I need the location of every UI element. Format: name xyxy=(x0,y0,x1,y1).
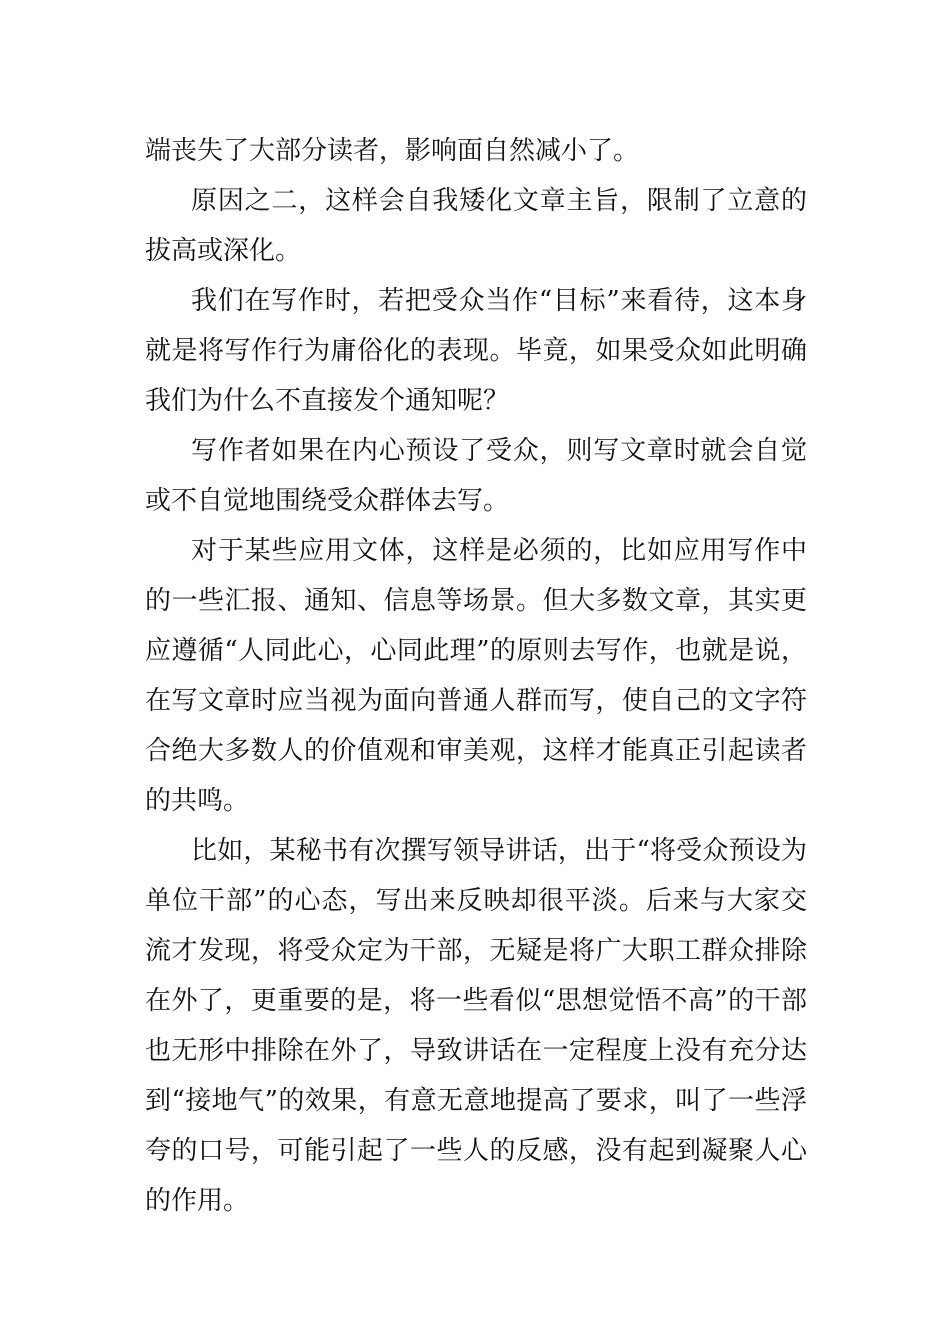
paragraph-reason-two: 原因之二，这样会自我矮化文章主旨，限制了立意的拔高或深化。 xyxy=(145,186,807,266)
paragraph-target-audience: 我们在写作时，若把受众当作“目标”来看待，这本身就是将写作行为庸俗化的表现。毕竟，如果受众如此明确我们为什么不直接发个通知呢？ xyxy=(145,286,807,416)
document-body xyxy=(145,126,807,1226)
paragraph-applied-writing: 对于某些应用文体，这样是必须的，比如应用写作中的一些汇报、通知、信息等场景。但大多数文章，其实更应遵循“人同此心，心同此理”的原则去写作，也就是说，在写文章时应当视为面向普通人群而写，使自己的文字符合绝大多数人的价值观和审美观，这样才能真正引起读者的共鸣。 xyxy=(145,536,807,816)
paragraph-example-secretary: 比如，某秘书有次撰写领导讲话，出于“将受众预设为单位干部”的心态，写出来反映却很平淡。后来与大家交流才发现，将受众定为干部，无疑是将广大职工群众排除在外了，更重要的是，将一些看似“思想觉悟不高”的干部也无形中排除在外了，导致讲话在一定程度上没有充分达到“接地气”的效果，有意无意地提高了要求，叫了一些浮夸的口号，可能引起了一些人的反感，没有起到凝聚人心的作用。 xyxy=(145,836,807,1216)
paragraph-continuation: 端丧失了大部分读者，影响面自然减小了。 xyxy=(145,136,640,166)
paragraph-preset-audience: 写作者如果在内心预设了受众，则写文章时就会自觉或不自觉地围绕受众群体去写。 xyxy=(145,436,807,516)
